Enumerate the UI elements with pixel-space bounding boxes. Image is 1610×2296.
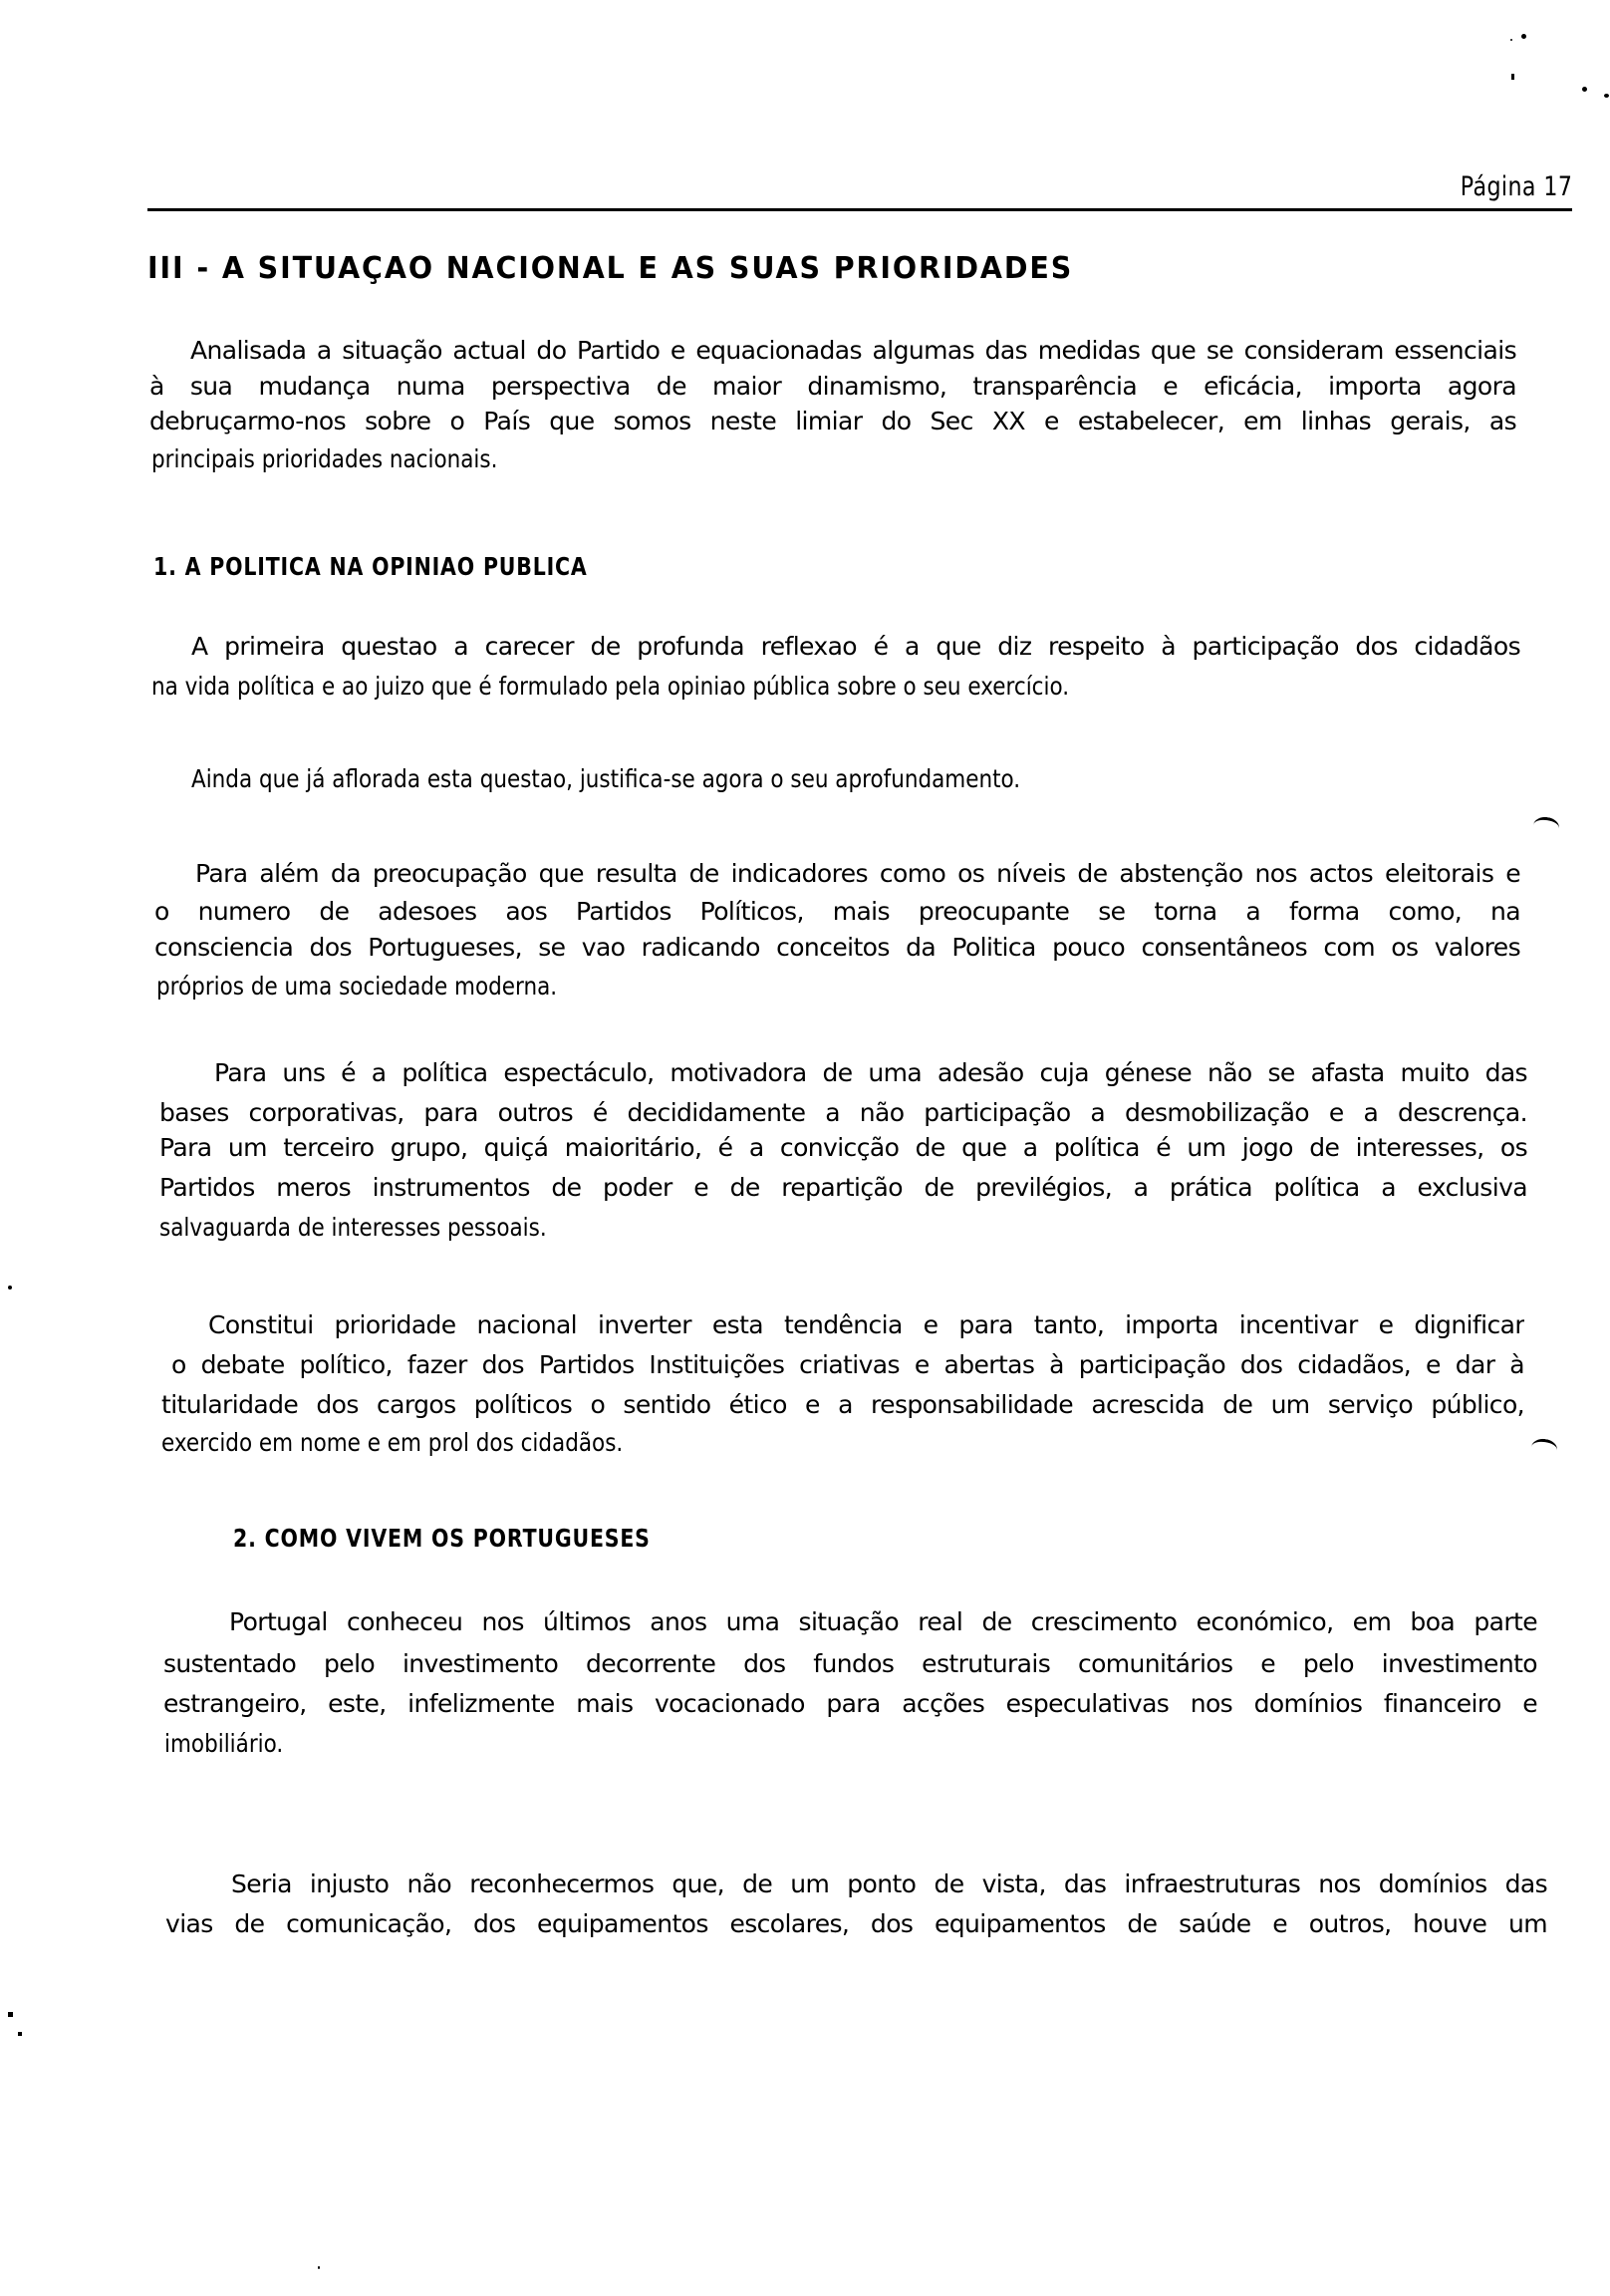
text-line: principais prioridades nacionais. [151,444,498,473]
text-line: o numero de adesoes aos Partidos Políticos, mais preocupante se torna a forma como, na [154,897,1520,926]
text-line: Para uns é a política espectáculo, motivadora de uma adesão cuja génese não se afasta muito das [214,1058,1527,1087]
text-line: exercido em nome e em prol dos cidadãos. [161,1428,624,1457]
scan-speck [1521,34,1526,39]
text-line: à sua mudança numa perspectiva de maior dinamismo, transparência e eficácia, importa agora [149,372,1516,401]
text-line: Partidos meros instrumentos de poder e de repartição de previlégios, a prática política a exclusiva [159,1173,1527,1202]
text-line: A primeira questao a carecer de profunda reflexao é a que diz respeito à participação dos cidadãos [191,632,1520,661]
text-line: próprios de uma sociedade moderna. [156,972,558,1001]
text-line: Ainda que já aflorada esta questao, justifica-se agora o seu aprofundamento. [191,764,1021,793]
text-line: Analisada a situação actual do Partido e equacionadas algumas das medidas que se consideram essenciais [190,336,1516,365]
text-line: Para um terceiro grupo, quiçá maioritário, é a convicção de que a política é um jogo de interesses, os [159,1133,1527,1162]
text-line: Portugal conheceu nos últimos anos uma situação real de crescimento económico, em boa parte [229,1607,1537,1636]
section-title: 1. A POLITICA NA OPINIAO PUBLICA [153,552,588,581]
header-rule [147,208,1572,211]
scan-speck [318,2266,320,2269]
chapter-title: III - A SITUAÇAO NACIONAL E AS SUAS PRIORIDADES [147,251,1074,286]
scan-mark [1530,1437,1558,1459]
text-line: imobiliário. [164,1729,284,1758]
scan-speck [1511,74,1514,80]
text-line: na vida política e ao juizo que é formulado pela opiniao pública sobre o seu exercício. [151,672,1070,701]
text-line: titularidade dos cargos políticos o sentido ético e a responsabilidade acrescida de um serviço público, [161,1390,1524,1419]
page-number: Página 17 [1460,171,1572,202]
scan-speck [18,2032,22,2036]
text-line: consciencia dos Portugueses, se vao radicando conceitos da Politica pouco consentâneos com os valores [154,933,1520,962]
section-title: 2. COMO VIVEM OS PORTUGUESES [233,1524,651,1553]
text-line: o debate político, fazer dos Partidos Instituições criativas e abertas à participação dos cidadãos, e dar à [171,1350,1524,1379]
scan-speck [1510,39,1512,41]
text-line: debruçarmo-nos sobre o País que somos neste limiar do Sec XX e estabelecer, em linhas gerais, as [149,407,1516,435]
scan-mark [1532,815,1560,837]
text-line: Constitui prioridade nacional inverter esta tendência e para tanto, importa incentivar e dignificar [208,1310,1524,1339]
scan-speck [1582,87,1587,92]
text-line: vias de comunicação, dos equipamentos escolares, dos equipamentos de saúde e outros, houve um [165,1909,1547,1938]
text-line: salvaguarda de interesses pessoais. [159,1213,547,1242]
text-line: estrangeiro, este, infelizmente mais vocacionado para acções especulativas nos domínios financeiro e [163,1689,1537,1718]
scan-speck [8,2012,13,2017]
text-line: Seria injusto não reconhecermos que, de um ponto de vista, das infraestruturas nos domínios das [231,1869,1547,1898]
scan-speck [8,1286,12,1290]
text-line: bases corporativas, para outros é decididamente a não participação a desmobilização e a descrença. [159,1098,1527,1127]
text-line: Para além da preocupação que resulta de indicadores como os níveis de abstenção nos actos eleitorais e [195,859,1520,888]
text-line: sustentado pelo investimento decorrente dos fundos estruturais comunitários e pelo investimento [163,1649,1537,1678]
scan-speck [1604,94,1609,98]
